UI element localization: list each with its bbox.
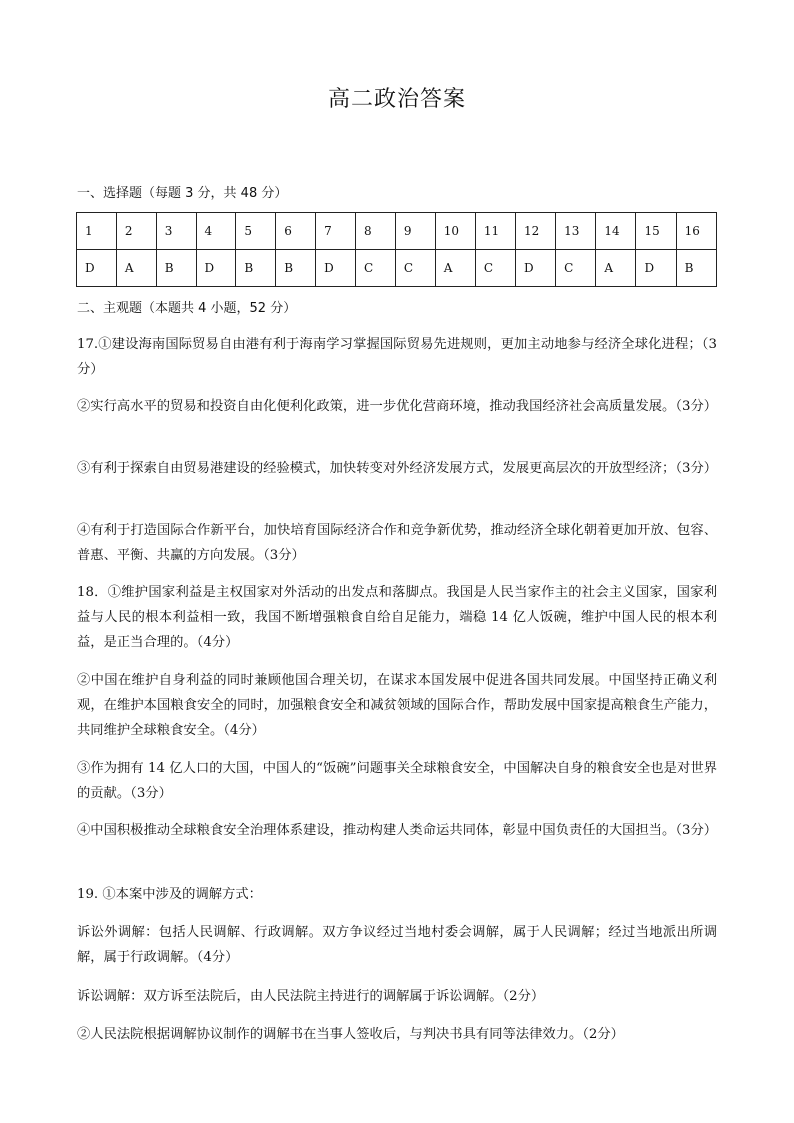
section-1-heading: 一、选择题（每题 3 分，共 48 分） <box>77 186 288 201</box>
question-number: 7 <box>316 213 356 250</box>
question-number: 3 <box>156 213 196 250</box>
question-number: 11 <box>475 213 515 250</box>
answer-paragraph: 18．①维护国家利益是主权国家对外活动的出发点和落脚点。我国是人民当家作主的社会主义国家，国家利益与人民的根本利益相一致，我国不断增强粮食自给自足能力，端稳 14 亿人饭碗，维护中国人民的根本利益，是正当合理的。（4分） <box>77 585 717 650</box>
answer-cell: D <box>196 250 236 287</box>
answer-table <box>76 212 717 287</box>
answer-row <box>77 250 717 287</box>
answer-cell: D <box>77 250 117 287</box>
answer-paragraph: ④有利于打造国际合作新平台，加快培育国际经济合作和竞争新优势，推动经济全球化朝着更加开放、包容、普惠、平衡、共赢的方向发展。（3分） <box>77 523 717 563</box>
answer-cell: D <box>516 250 556 287</box>
answer-paragraph: 17.①建设海南国际贸易自由港有利于海南学习掌握国际贸易先进规则，更加主动地参与经济全球化进程；（3分） <box>77 337 717 377</box>
answer-paragraph: ④中国积极推动全球粮食安全治理体系建设，推动构建人类命运共同体，彰显中国负责任的大国担当。（3分） <box>77 823 718 838</box>
answer-paragraph: ②中国在维护自身利益的同时兼顾他国合理关切，在谋求本国发展中促进各国共同发展。中国坚持正确义利观，在维护本国粮食安全的同时，加强粮食安全和减贫领域的国际合作，帮助发展中国家提高粮食生产能力，共同维护全球粮食安全。（4分） <box>77 673 717 738</box>
answer-paragraph: 诉讼外调解：包括人民调解、行政调解。双方争议经过当地村委会调解，属于人民调解；经过当地派出所调解，属于行政调解。（4分） <box>77 925 717 965</box>
answer-cell: C <box>395 250 435 287</box>
answer-cell: B <box>276 250 316 287</box>
question-number-row <box>77 213 717 250</box>
question-number: 5 <box>236 213 276 250</box>
page-title: 高二政治答案 <box>327 87 466 112</box>
answer-cell: B <box>236 250 276 287</box>
answer-paragraph: 诉讼调解：双方诉至法院后，由人民法院主持进行的调解属于诉讼调解。（2分） <box>77 989 545 1004</box>
answer-cell: C <box>475 250 515 287</box>
question-number: 10 <box>435 213 475 250</box>
question-number: 8 <box>355 213 395 250</box>
question-number: 16 <box>676 213 716 250</box>
question-number: 2 <box>116 213 156 250</box>
answer-paragraph: ②人民法院根据调解协议制作的调解书在当事人签收后，与判决书具有同等法律效力。（2分） <box>77 1027 624 1042</box>
answer-cell: D <box>316 250 356 287</box>
answer-cell: C <box>556 250 596 287</box>
question-number: 15 <box>636 213 676 250</box>
answer-paragraph: ③有利于探索自由贸易港建设的经验模式，加快转变对外经济发展方式，发展更高层次的开放型经济；（3分） <box>77 461 718 476</box>
question-number: 4 <box>196 213 236 250</box>
answer-cell: A <box>596 250 636 287</box>
question-number: 12 <box>516 213 556 250</box>
answer-cell: B <box>156 250 196 287</box>
answer-paragraph: 19. ①本案中涉及的调解方式： <box>77 887 262 902</box>
question-number: 1 <box>77 213 117 250</box>
answer-cell: A <box>116 250 156 287</box>
question-number: 13 <box>556 213 596 250</box>
question-number: 14 <box>596 213 636 250</box>
answer-cell: C <box>355 250 395 287</box>
question-number: 9 <box>395 213 435 250</box>
answer-cell: B <box>676 250 716 287</box>
answer-cell: D <box>636 250 676 287</box>
question-number: 6 <box>276 213 316 250</box>
answer-cell: A <box>435 250 475 287</box>
section-2-heading: 二、主观题（本题共 4 小题，52 分） <box>77 301 297 316</box>
answer-paragraph: ③作为拥有 14 亿人口的大国，中国人的“饭碗”问题事关全球粮食安全，中国解决自身的粮食安全也是对世界的贡献。（3分） <box>77 761 717 801</box>
answer-paragraph: ②实行高水平的贸易和投资自由化便利化政策，进一步优化营商环境，推动我国经济社会高质量发展。（3分） <box>77 399 718 414</box>
